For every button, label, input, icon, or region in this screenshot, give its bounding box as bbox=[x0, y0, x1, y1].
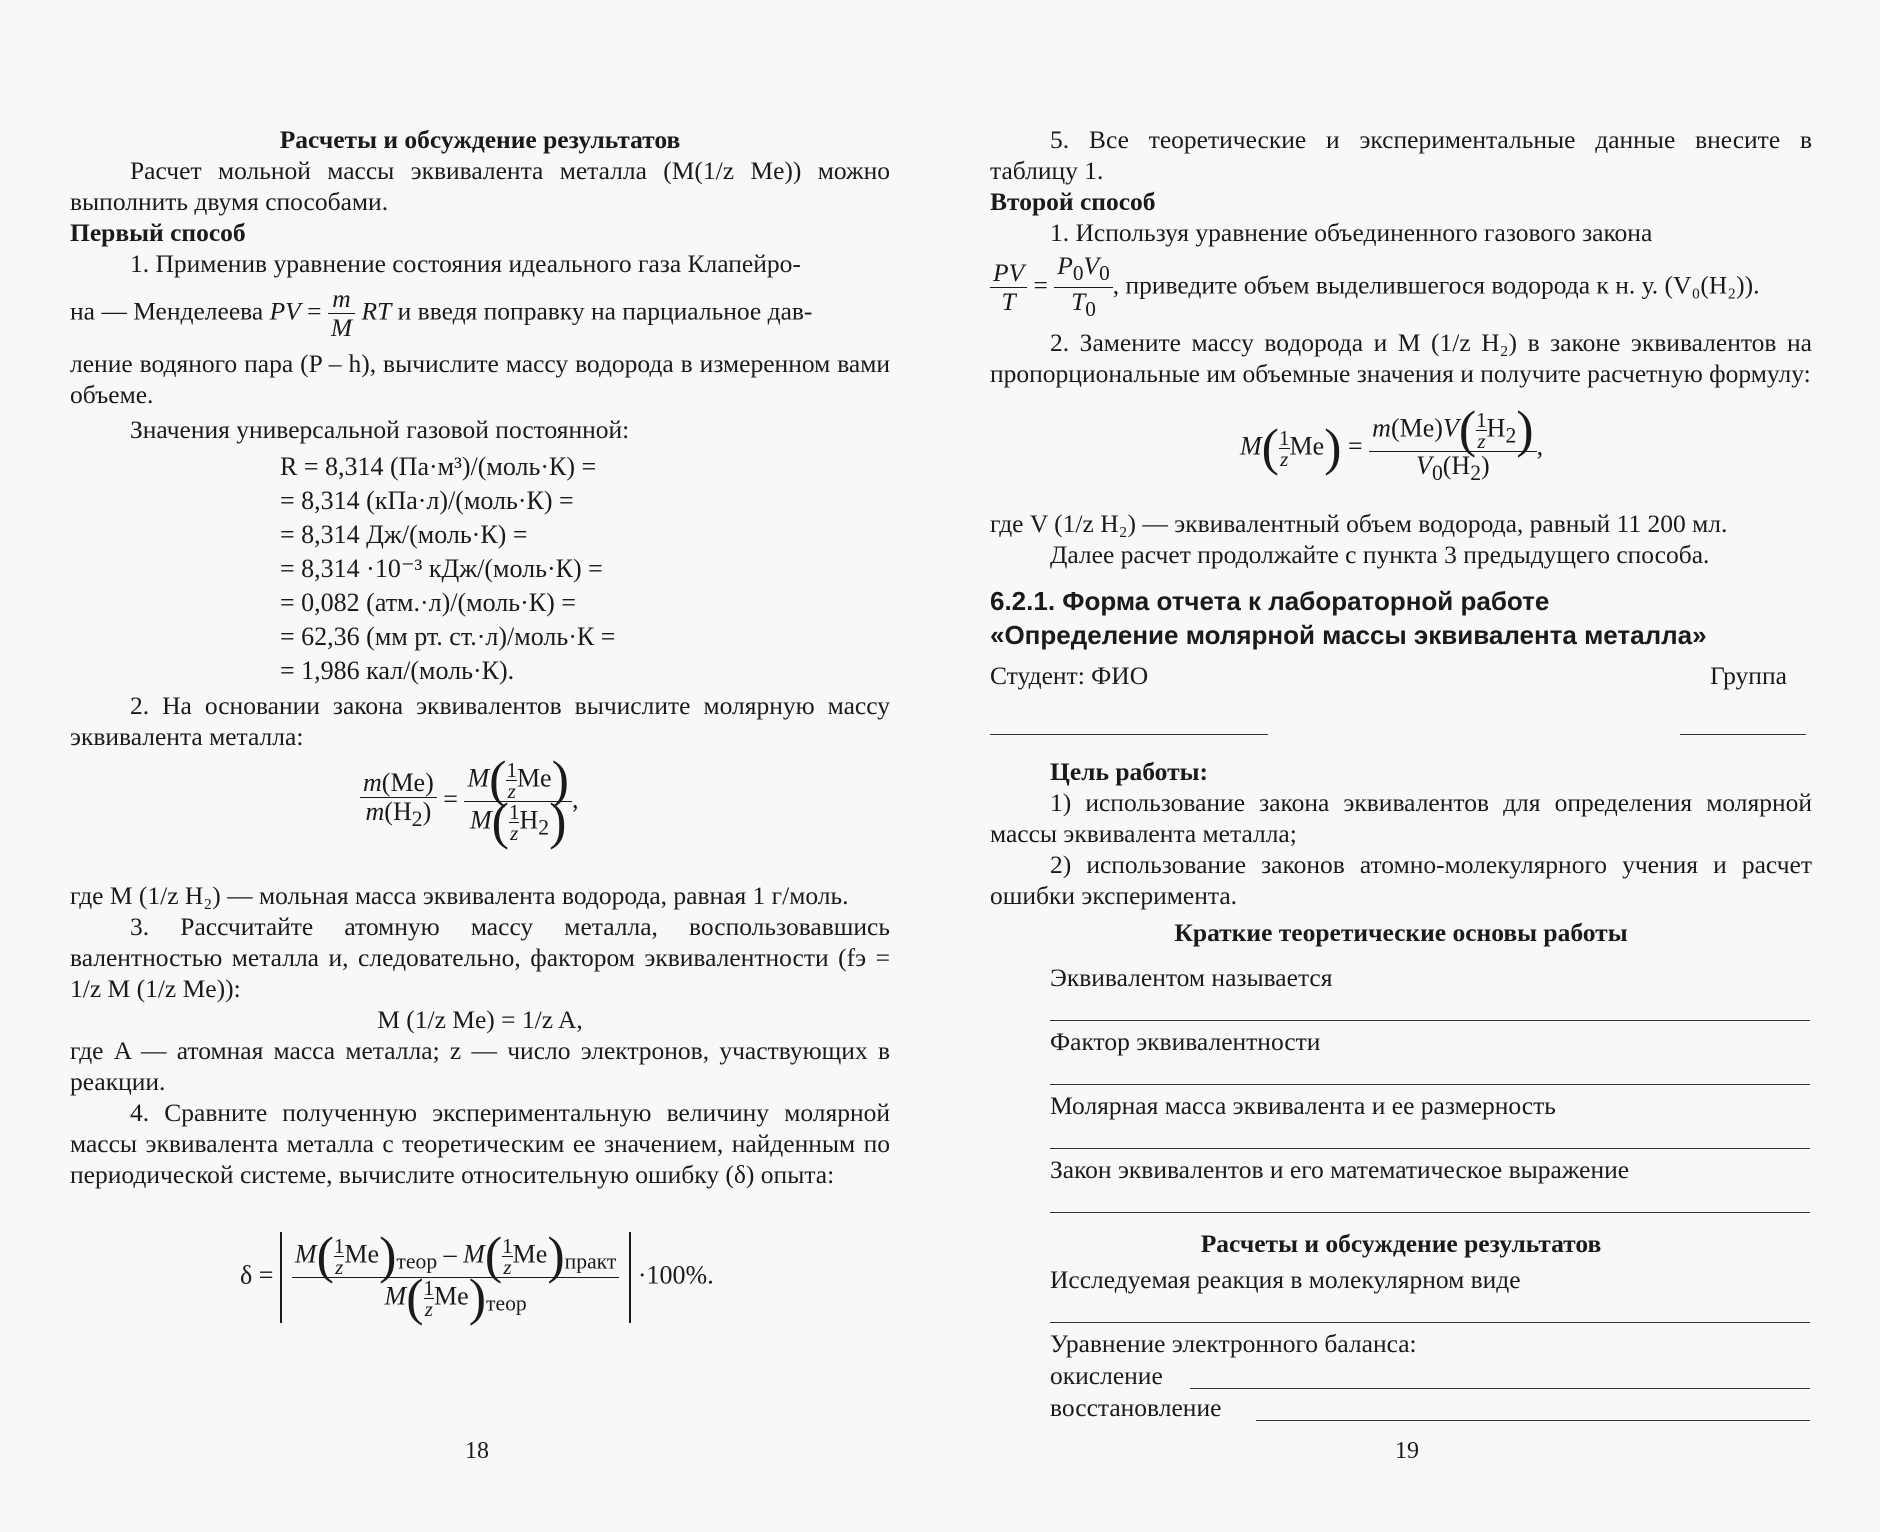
intro-paragraph: Расчет мольной массы эквивалента металла (M(1/z Me)) можно выполнить двумя способами. bbox=[70, 156, 890, 216]
gas-constant-list bbox=[280, 450, 615, 688]
continue-note: Далее расчет продолжайте с пункта 3 предыдущего способа. bbox=[1050, 540, 1710, 569]
right-upper-text bbox=[990, 124, 1812, 389]
equivalents-law-formula: $\frac{m(Me)}{m(H_2)}$ = M( $\frac{1}{z}$ Me) M( $\frac{1}{z}$ $H_2$) , bbox=[360, 760, 578, 843]
r-value-row: = 1,986 кал/(моль·К). bbox=[280, 656, 515, 685]
theory-item-molar-mass: Молярная масса эквивалента и ее размерность bbox=[1050, 1091, 1556, 1120]
results-title: Расчеты и обсуждение результатов bbox=[1200, 1229, 1602, 1258]
r-value-row: = 8,314 ·10⁻³ кДж/(моль·К) = bbox=[280, 554, 603, 583]
method1-title: Первый способ bbox=[70, 218, 246, 247]
left-heading: Расчеты и обсуждение результатов bbox=[279, 125, 681, 154]
goal-title: Цель работы: bbox=[1050, 757, 1209, 786]
theory-answer-blank[interactable] bbox=[1050, 1148, 1810, 1149]
step1-line-b: на — Менделеева PV = $\frac{m}{M}$ RT и введя поправку на парциальное дав- bbox=[70, 284, 813, 342]
step2-paragraph: 2. На основании закона эквивалентов вычислите молярную массу эквивалента металла: bbox=[70, 691, 890, 751]
theory-answer-blank[interactable] bbox=[1050, 1020, 1810, 1021]
goal-item-1: 1) использование закона эквивалентов для определения молярной массы эквивалента металла; bbox=[990, 788, 1812, 848]
theory-item-law: Закон эквивалентов и его математическое выражение bbox=[1050, 1155, 1630, 1184]
left-text-block bbox=[70, 124, 890, 445]
r-value-row: = 8,314 Дж/(моль·К) = bbox=[280, 520, 528, 549]
formula-mz: M (1/z Me) = 1/z A, bbox=[377, 1005, 583, 1034]
r-value-row: = 62,36 (мм рт. ст.·л)/моль·К = bbox=[280, 622, 616, 651]
goal-item-2: 2) использование законов атомно-молекулярного учения и расчет ошибки эксперимента. bbox=[990, 850, 1812, 910]
section-title-2: «Определение молярной массы эквивалента металла» bbox=[990, 620, 1707, 650]
step1-line-c: ление водяного пара (P – h), вычислите массу водорода в измеренном вами объеме. bbox=[70, 349, 890, 409]
results-title-block bbox=[990, 1228, 1812, 1259]
reduction-blank[interactable] bbox=[1256, 1420, 1810, 1421]
theory-item-factor: Фактор эквивалентности bbox=[1050, 1027, 1321, 1056]
where-h2: где M (1/z H₂) — мольная масса эквивалента водорода, равная 1 г/моль. bbox=[70, 881, 849, 910]
r-value-row: R = 8,314 (Па·м³)/(моль·К) = bbox=[280, 452, 597, 481]
page-19 bbox=[940, 0, 1880, 1532]
reduction-label: восстановление bbox=[1050, 1393, 1222, 1422]
step5-paragraph: 5. Все теоретические и экспериментальные данные внесите в таблицу 1. bbox=[990, 125, 1812, 185]
r-intro: Значения универсальной газовой постоянной: bbox=[130, 415, 630, 444]
student-name-blank[interactable] bbox=[990, 734, 1268, 735]
oxidation-label: окисление bbox=[1050, 1361, 1163, 1390]
step1-line-a: 1. Применив уравнение состояния идеального газа Клапейро- bbox=[130, 249, 801, 278]
balance-label: Уравнение электронного баланса: bbox=[1050, 1329, 1417, 1358]
m2-step1-a: 1. Используя уравнение объединенного газового закона bbox=[1050, 218, 1653, 247]
theory-title: Краткие теоретические основы работы bbox=[1174, 918, 1628, 947]
goal-block bbox=[990, 756, 1812, 948]
theory-item-equivalent: Эквивалентом называется bbox=[1050, 963, 1333, 992]
r-value-row: = 8,314 (кПа·л)/(моль·К) = bbox=[280, 486, 574, 515]
volume-formula: M( $\frac{1}{z}$ Me) = m(Me)V( $\frac{1}{z}$ $H_2$) $V_0(H_2)$ , bbox=[1240, 401, 1544, 486]
m-over-M-fraction: $\frac{m}{M}$ bbox=[328, 285, 355, 342]
reaction-label: Исследуемая реакция в молекулярном виде bbox=[1050, 1265, 1521, 1294]
student-label: Студент: ФИО bbox=[990, 661, 1149, 690]
oxidation-blank[interactable] bbox=[1190, 1388, 1810, 1389]
right-mid-text bbox=[990, 508, 1812, 652]
where-v: где V (1/z H₂) — эквивалентный объем водорода, равный 11 200 мл. bbox=[990, 509, 1728, 538]
theory-answer-blank[interactable] bbox=[1050, 1084, 1810, 1085]
method2-title: Второй способ bbox=[990, 187, 1156, 216]
step4-paragraph: 4. Сравните полученную экспериментальную величину молярной массы эквивалента металла с теоретическим ее значением, найденным по периодической системе, вычислите относительную ошибку (δ) опыта: bbox=[70, 1098, 890, 1189]
relative-error-formula: δ = M( $\frac{1}{z}$ $Me)_{теор} - M$( $\frac{1}{z}$ $Me)_{практ}$ M( $\frac{1}{z}$ $Me)_{теор}$ ·100%. bbox=[240, 1227, 714, 1327]
theory-answer-blank[interactable] bbox=[1050, 1212, 1810, 1213]
group-label: Группа bbox=[1710, 661, 1787, 690]
step2-block bbox=[70, 690, 890, 752]
section-title-1: 6.2.1. Форма отчета к лабораторной работе bbox=[990, 586, 1550, 616]
page-number-right: 19 bbox=[1395, 1438, 1419, 1464]
r-value-row: = 0,082 (атм.·л)/(моль·К) = bbox=[280, 588, 576, 617]
where-a: где A — атомная масса металла; z — число электронов, участвующих в реакции. bbox=[70, 1036, 890, 1096]
group-blank[interactable] bbox=[1680, 734, 1806, 735]
reaction-blank[interactable] bbox=[1050, 1322, 1810, 1323]
page-number-left: 18 bbox=[465, 1438, 489, 1464]
m2-step1-b: $\frac{PV}{T}$ = $\frac{P_0V_0}{T_0}$ , приведите объем выделившегося водорода к н. у. (V₀(H₂)). bbox=[990, 252, 1812, 323]
left-lower-text bbox=[70, 880, 890, 1190]
step3-paragraph: 3. Рассчитайте атомную массу металла, воспользовавшись валентностью металла и, следовательно, фактором эквивалентности (fэ = 1/z M (1/z Me)): bbox=[70, 912, 890, 1003]
m2-step2-paragraph: 2. Замените массу водорода и M (1/z H₂) в законе эквивалентов на пропорциональные им объемные значения и получите расчетную формулу: bbox=[990, 328, 1812, 389]
